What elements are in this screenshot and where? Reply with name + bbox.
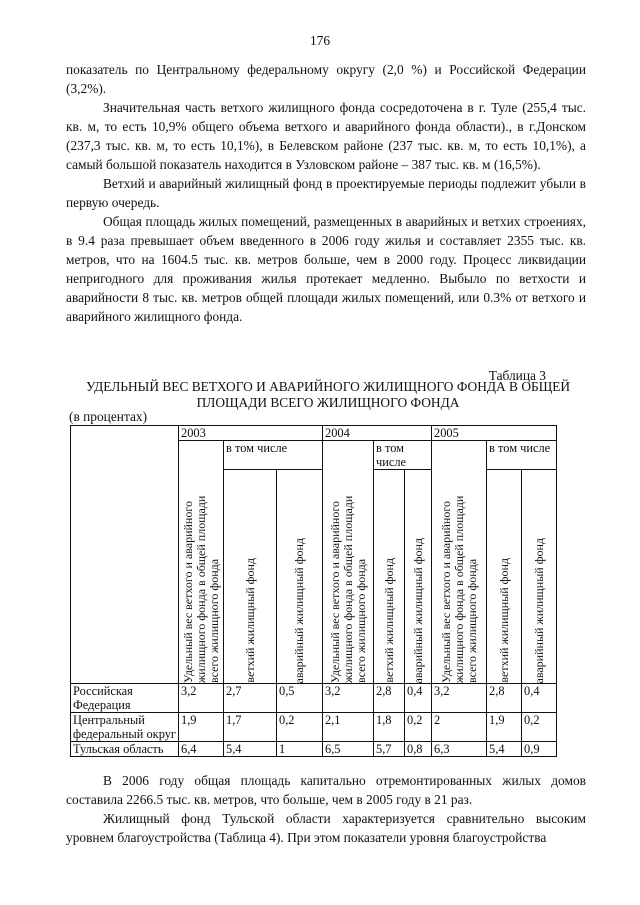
table-cell: 1,9: [487, 713, 522, 742]
paragraph: Общая площадь жилых помещений, размещенных в аварийных и ветхих строениях, в 9.4 раза превышает объем введенного в 2006 году жилья и составляет 2355 тыс. кв. метров, что на 1604.5 тыс. кв. метров больше, чем в 2000 году. Процесс ликвидации непригодного для проживания жилья протекает медленно. Выбыло по ветхости и аварийности 8 тыс. кв. метров общей площади жилых помещений, или 0.3% от ветхого и аварийного жилищного фонда.: [66, 214, 586, 324]
housing-share-table: [70, 425, 557, 757]
table-cell: 0,9: [522, 742, 557, 757]
dilapidated-column-header: ветхий жилищный фонд: [487, 470, 522, 684]
table-cell: 3,2: [323, 684, 374, 713]
subheader: в том числе: [374, 441, 432, 470]
table-cell: 0,2: [405, 713, 432, 742]
table-label: Таблица 3: [488, 368, 546, 383]
emergency-column-header: аварийный жилищный фонд: [522, 470, 557, 684]
table-cell: 0,2: [277, 713, 323, 742]
table-cell: 2,8: [374, 684, 405, 713]
table-cell: 0,4: [405, 684, 432, 713]
emergency-column-header: аварийный жилищный фонд: [277, 470, 323, 684]
table-cell: 2,1: [323, 713, 374, 742]
table-cell: 5,4: [224, 742, 277, 757]
table-cell: 6,3: [432, 742, 487, 757]
table-cell: 1,9: [179, 713, 224, 742]
paragraph: В 2006 году общая площадь капитально отремонтированных жилых домов составила 2266.5 тыс. кв. метров, что больше, чем в 2005 году в 21 раз.: [66, 773, 586, 807]
subheader: в том числе: [487, 441, 557, 470]
paragraph: показатель по Центральному федеральному округу (2,0 %) и Российской Федерации (3,2%).: [66, 62, 586, 96]
dilapidated-column-header: ветхий жилищный фонд: [374, 470, 405, 684]
table-cell: 1,7: [224, 713, 277, 742]
paragraph: Жилищный фонд Тульской области характеризуется сравнительно высоким уровнем благоустройства (Таблица 4). При этом показатели уровня благоустройства: [66, 811, 586, 845]
row-label: Тульская область: [71, 742, 179, 757]
table-cell: 1,8: [374, 713, 405, 742]
table-cell: 3,2: [179, 684, 224, 713]
page-number: 176: [309, 33, 331, 48]
corner-cell: [71, 426, 179, 684]
table-cell: 5,4: [487, 742, 522, 757]
table-title-line: УДЕЛЬНЫЙ ВЕС ВЕТХОГО И АВАРИЙНОГО ЖИЛИЩНОГО ФОНДА В ОБЩЕЙ: [85, 379, 571, 394]
share-column-header: Удельный вес ветхого и аварийного жилищного фонда в общей площади всего жилищного фонда: [179, 441, 224, 684]
table-cell: 6,4: [179, 742, 224, 757]
year-header: 2004: [323, 426, 432, 441]
table-cell: 2,7: [224, 684, 277, 713]
table-cell: 2,8: [487, 684, 522, 713]
year-header: 2005: [432, 426, 557, 441]
table-title: [58, 379, 598, 411]
table-cell: 5,7: [374, 742, 405, 757]
paragraph: Ветхий и аварийный жилищный фонд в проектируемые периоды подлежит убыли в первую очередь.: [66, 176, 586, 210]
dilapidated-column-header: ветхий жилищный фонд: [224, 470, 277, 684]
table-cell: 3,2: [432, 684, 487, 713]
share-column-header: Удельный вес ветхого и аварийного жилищного фонда в общей площади всего жилищного фонда: [432, 441, 487, 684]
row-label: Российская Федерация: [71, 684, 179, 713]
year-header: 2003: [179, 426, 323, 441]
emergency-column-header: аварийный жилищный фонд: [405, 470, 432, 684]
table-row: [71, 742, 557, 757]
share-column-header: Удельный вес ветхого и аварийного жилищного фонда в общей площади всего жилищного фонда: [323, 441, 374, 684]
table-cell: 0,8: [405, 742, 432, 757]
table-cell: 6,5: [323, 742, 374, 757]
bottom-text: [66, 771, 586, 847]
top-text: [66, 60, 586, 326]
table-row: [71, 713, 557, 742]
table-row: [71, 684, 557, 713]
table-unit: (в процентах): [69, 409, 148, 424]
table-title-line: ПЛОЩАДИ ВСЕГО ЖИЛИЩНОГО ФОНДА: [196, 395, 460, 410]
table-cell: 2: [432, 713, 487, 742]
table-cell: 0,4: [522, 684, 557, 713]
row-label: Центральный федеральный округ: [71, 713, 179, 742]
paragraph: Значительная часть ветхого жилищного фонда сосредоточена в г. Туле (255,4 тыс. кв. м, то есть 10,9% общего объема ветхого и аварийного фонда области)., в г.Донском (237,3 тыс. кв. м, то есть 10,1%), в Белевском районе (237 тыс. кв. м, то есть 10,1%), а самый большой показатель находится в Узловском районе – 387 тыс. кв. м (16,5%).: [66, 100, 586, 172]
table-cell: 0,5: [277, 684, 323, 713]
table-cell: 0,2: [522, 713, 557, 742]
table-cell: 1: [277, 742, 323, 757]
subheader: в том числе: [224, 441, 323, 470]
